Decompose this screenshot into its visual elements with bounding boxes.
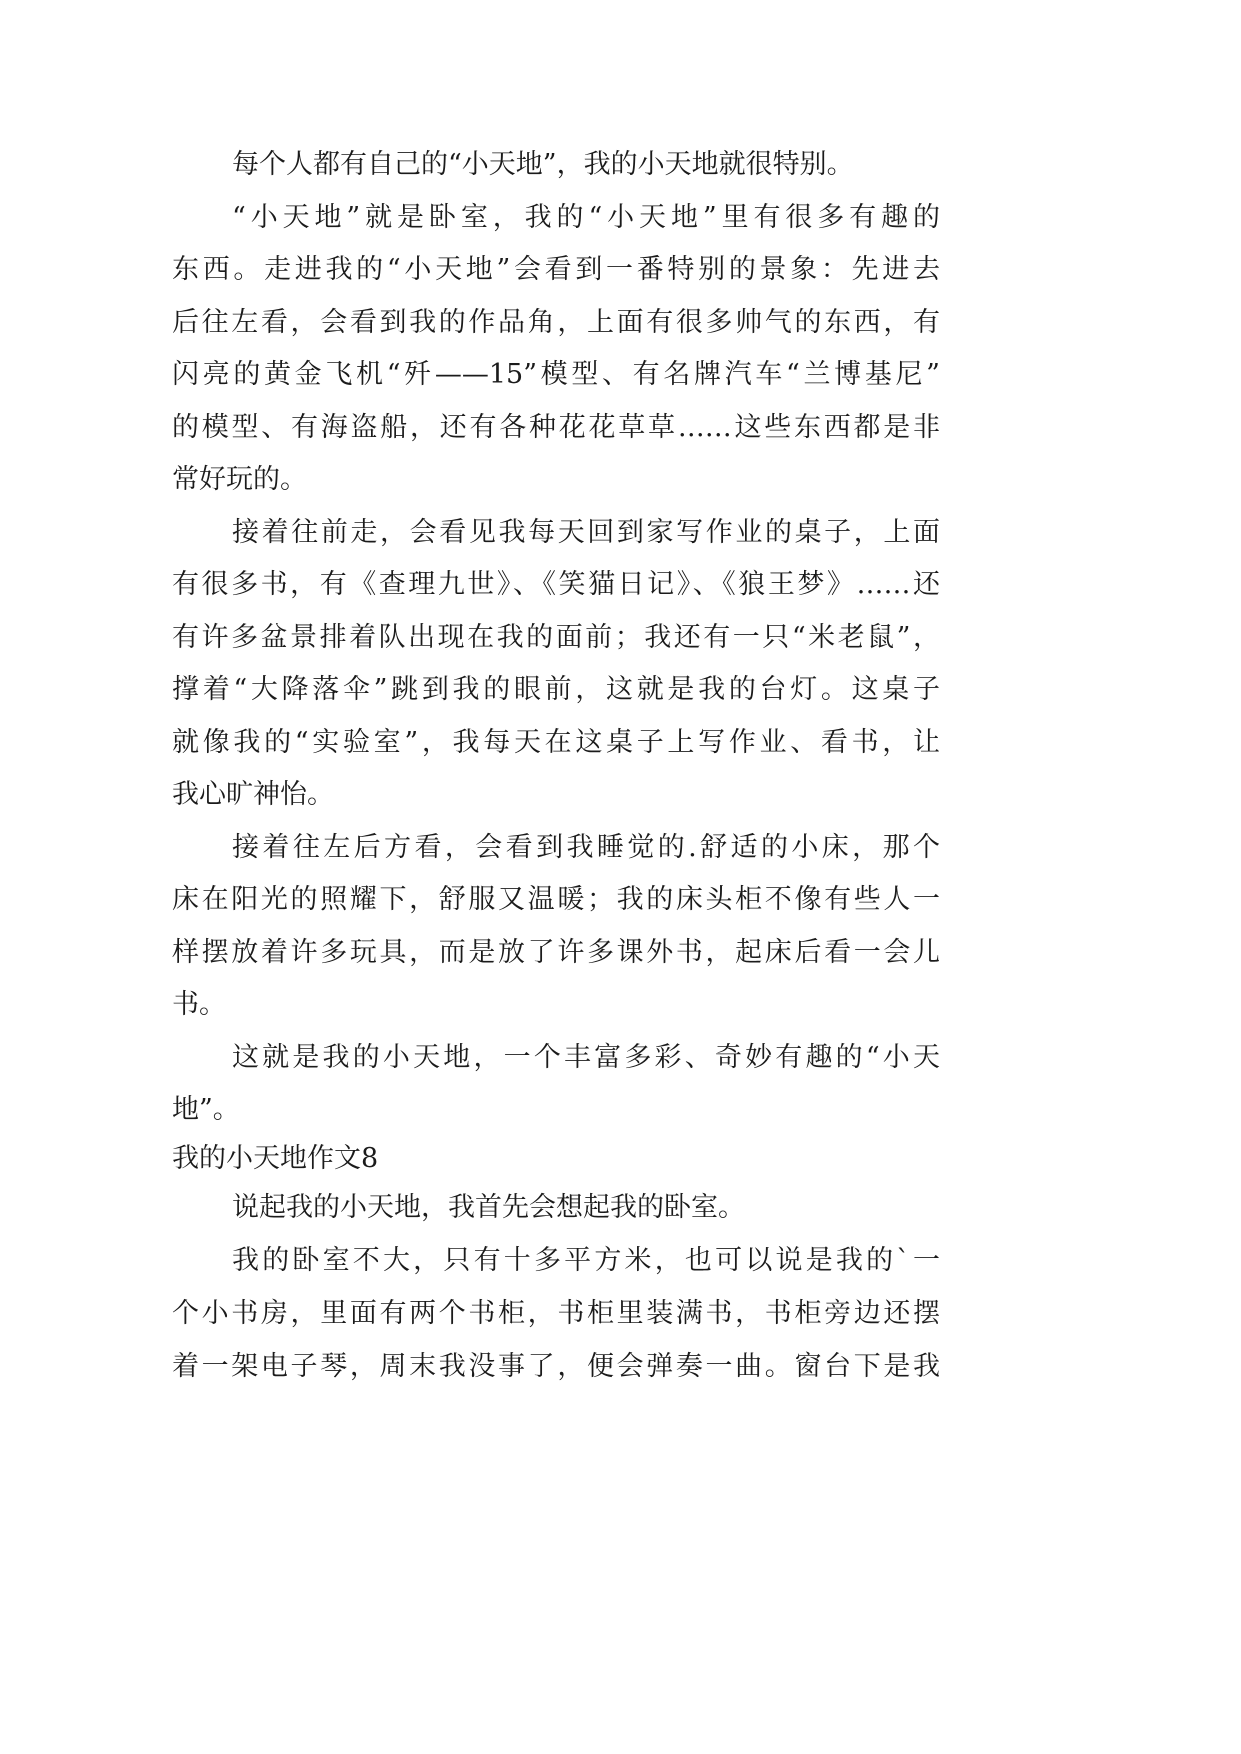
paragraph <box>172 507 940 822</box>
paragraph-line: 东西。走进我的“小天地”会看到一番特别的景象：先进去 <box>172 254 940 285</box>
paragraph-line: 样摆放着许多玩具，而是放了许多课外书，起床后看一会儿 <box>172 936 940 968</box>
paragraph-line: 接着往前走，会看见我每天回到家写作业的桌子，上面 <box>232 516 940 548</box>
essay-heading: 我的小天地作文8 <box>172 1142 379 1174</box>
paragraph-line: 这就是我的小天地，一个丰富多彩、奇妙有趣的“小天 <box>232 1041 940 1073</box>
paragraph <box>172 192 940 507</box>
essay-section-2 <box>172 1181 940 1393</box>
paragraph <box>172 1032 940 1137</box>
paragraph-line: 我的卧室不大，只有十多平方米，也可以说是我的`一 <box>232 1244 940 1276</box>
paragraph-line: 撑着“大降落伞”跳到我的眼前，这就是我的台灯。这桌子 <box>172 674 940 705</box>
paragraph-line: 常好玩的。 <box>172 464 307 495</box>
essay-section-1 <box>172 139 940 1137</box>
paragraph-line: 说起我的小天地，我首先会想起我的卧室。 <box>232 1191 745 1223</box>
paragraph-line: 有很多书，有《查理九世》、《笑猫日记》、《狼王梦》……还 <box>172 569 940 600</box>
paragraph-line: 的模型、有海盗船，还有各种花花草草……这些东西都是非 <box>172 411 940 443</box>
paragraph-line: 闪亮的黄金飞机“歼——15”模型、有名牌汽车“兰博基尼” <box>172 359 940 390</box>
paragraph-line: 地”。 <box>172 1094 240 1125</box>
paragraph-line: 每个人都有自己的“小天地”，我的小天地就很特别。 <box>232 149 854 180</box>
paragraph-line: 个小书房，里面有两个书柜，书柜里装满书，书柜旁边还摆 <box>172 1297 940 1329</box>
paragraph-line: 就像我的“实验室”，我每天在这桌子上写作业、看书，让 <box>172 726 940 758</box>
paragraph-line: 后往左看，会看到我的作品角，上面有很多帅气的东西，有 <box>172 306 940 338</box>
paragraph-line: “小天地”就是卧室，我的“小天地”里有很多有趣的 <box>232 201 940 233</box>
paragraph-line: 书。 <box>172 989 226 1020</box>
paragraph <box>172 822 940 1032</box>
paragraph <box>172 139 940 192</box>
paragraph-line: 着一架电子琴，周末我没事了，便会弹奏一曲。窗台下是我 <box>172 1350 940 1382</box>
paragraph-line: 有许多盆景排着队出现在我的面前；我还有一只“米老鼠”， <box>172 621 940 653</box>
paragraph-line: 接着往左后方看，会看到我睡觉的.舒适的小床，那个 <box>232 831 940 863</box>
paragraph-line: 床在阳光的照耀下，舒服又温暖；我的床头柜不像有些人一 <box>172 884 940 915</box>
document-body <box>172 139 940 1393</box>
paragraph <box>172 1234 940 1393</box>
paragraph-line: 我心旷神怡。 <box>172 779 334 810</box>
paragraph <box>172 1181 940 1234</box>
